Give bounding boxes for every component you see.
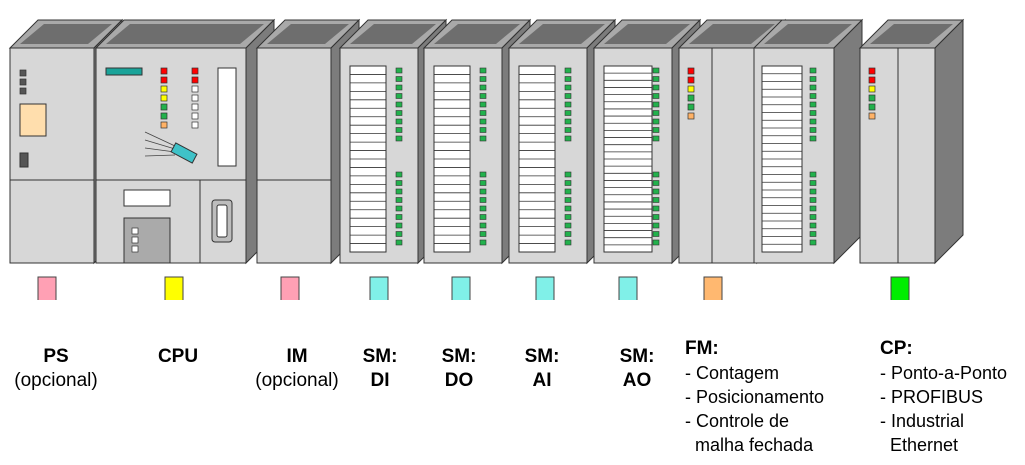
sm-ai-bot-led — [565, 206, 571, 211]
sm-ai-bot-led — [565, 172, 571, 177]
sm-ao-bot-led — [653, 198, 659, 203]
sm-do-bot-led — [480, 181, 486, 186]
sm-do-top-led — [480, 77, 486, 82]
cpu-a-led — [161, 122, 167, 128]
sm-di-top-led — [396, 119, 402, 124]
sm-do-bot-led — [480, 223, 486, 228]
sm-do-bot-led — [480, 232, 486, 237]
fm-b-top-led — [810, 128, 816, 133]
fm-item: - Controle de — [685, 411, 790, 431]
sm-ai-top-led — [565, 102, 571, 107]
label-im: IM (opcional) — [255, 346, 339, 391]
arrow-down-icon — [272, 277, 308, 300]
sm-ai-top-led — [565, 94, 571, 99]
fm-b-top-led — [810, 111, 816, 116]
fm-led — [688, 86, 694, 92]
label-cp — [880, 337, 1007, 457]
sm-di-bot-led — [396, 172, 402, 177]
sm-do-top-led — [480, 128, 486, 133]
sm-do-bot-led — [480, 206, 486, 211]
sm-ai-bot-led — [565, 215, 571, 220]
fm-b-bot-led — [810, 172, 816, 177]
cp-module-side — [935, 20, 963, 263]
ps-led — [20, 79, 26, 85]
cpu-a-led — [161, 77, 167, 83]
sm-ao-bot-led — [653, 181, 659, 186]
sm-ai-bot-led — [565, 181, 571, 186]
sm-di-bot-led — [396, 240, 402, 245]
sm-ai-top-led — [565, 119, 571, 124]
cpu-b-led — [192, 113, 198, 119]
sm-do-top-led — [480, 94, 486, 99]
cpu-a-led — [161, 68, 167, 74]
arrow-down-icon — [695, 277, 731, 300]
sm-ai-top-led — [565, 128, 571, 133]
arrow-down-icon — [610, 277, 646, 300]
label-fm — [685, 337, 824, 457]
sm-di-bot-led — [396, 232, 402, 237]
sm-ai-top-led — [565, 77, 571, 82]
sm-do-bot-led — [480, 215, 486, 220]
sm-ao-top-led — [653, 119, 659, 124]
sm-di-top-led — [396, 128, 402, 133]
cpu-b-led — [192, 104, 198, 110]
sm-di-bot-led — [396, 189, 402, 194]
sm-do-top-led — [480, 68, 486, 73]
cpu-port-area — [124, 218, 170, 263]
label-cpu: CPU — [157, 346, 199, 367]
sm-do-top-led — [480, 85, 486, 90]
fm-led — [688, 68, 694, 74]
fm-b-top-led — [810, 68, 816, 73]
cp-item: - Ponto-a-Ponto — [880, 363, 1008, 383]
fm-b-top-led — [810, 102, 816, 107]
fm-b-bot-led — [810, 198, 816, 203]
sm-ai-top-led — [565, 111, 571, 116]
fm-b-top-led — [810, 85, 816, 90]
sm-ao-top-led — [653, 77, 659, 82]
fm-b-bot-led — [810, 189, 816, 194]
sm-ao-bot-led — [653, 206, 659, 211]
fm-led — [688, 104, 694, 110]
sm-ai-bot-led — [565, 198, 571, 203]
fm-item: malha fechada — [685, 435, 814, 455]
sm-do-bot-led — [480, 240, 486, 245]
fm-title: FM: — [685, 338, 719, 359]
cpu-b-led — [192, 68, 198, 74]
sm-di-top-led — [396, 102, 402, 107]
arrow-down-icon — [527, 277, 563, 300]
fm-b-top-led — [810, 119, 816, 124]
sm-ao-bot-led — [653, 223, 659, 228]
ps-switch — [20, 104, 46, 136]
fm-b-bot-led — [810, 206, 816, 211]
siemens-badge — [106, 68, 142, 75]
sm-do-bot-led — [480, 189, 486, 194]
cpu-b-led — [192, 122, 198, 128]
fm-led — [688, 95, 694, 101]
sm-do-top-led — [480, 102, 486, 107]
fm-b-bot-led — [810, 215, 816, 220]
cp-item: - PROFIBUS — [880, 387, 984, 407]
fm-item: - Contagem — [685, 363, 780, 383]
sm-do-bot-led — [480, 172, 486, 177]
sm-di-bot-led — [396, 206, 402, 211]
label-sm-ai: SM: AI — [524, 346, 560, 391]
cp-title: CP: — [880, 338, 913, 359]
cpu-memory-slot — [124, 190, 170, 206]
fm-b-top-led — [810, 77, 816, 82]
sm-ai-bot-led — [565, 223, 571, 228]
arrow-down-icon — [361, 277, 397, 300]
cp-led — [869, 86, 875, 92]
sm-ao-top-led — [653, 102, 659, 107]
arrow-down-icon — [156, 277, 192, 300]
label-sm-do: SM: DO — [441, 346, 477, 391]
sm-ao-top-led — [653, 68, 659, 73]
ps-plug — [20, 153, 28, 167]
cp-led — [869, 95, 875, 101]
arrow-down-icon — [443, 277, 479, 300]
cpu-port-led — [132, 228, 138, 234]
ps-led — [20, 70, 26, 76]
cpu-b-led — [192, 95, 198, 101]
sm-ao-top-led — [653, 111, 659, 116]
cp-item: - Industrial — [880, 411, 965, 431]
cpu-module-top-slot — [106, 24, 264, 44]
fm-b-bot-led — [810, 240, 816, 245]
cpu-a-led — [161, 113, 167, 119]
sm-di-top-led — [396, 85, 402, 90]
sm-do-bot-led — [480, 198, 486, 203]
sm-do-top-led — [480, 119, 486, 124]
cp-led — [869, 77, 875, 83]
sm-ao-top-led — [653, 94, 659, 99]
label-sm-ao: SM: AO — [619, 346, 655, 391]
sm-ao-bot-led — [653, 172, 659, 177]
fm-item: - Posicionamento — [685, 387, 825, 407]
cpu-b-led — [192, 86, 198, 92]
label-sm-di: SM: DI — [362, 346, 398, 391]
cp-led — [869, 68, 875, 74]
sm-ai-bot-led — [565, 232, 571, 237]
fm-led — [688, 77, 694, 83]
sm-ao-bot-led — [653, 215, 659, 220]
sm-di-top-led — [396, 111, 402, 116]
fm-b-bot-led — [810, 181, 816, 186]
sm-di-bot-led — [396, 223, 402, 228]
sm-do-top-led — [480, 136, 486, 141]
sm-ao-top-led — [653, 128, 659, 133]
cp-led — [869, 104, 875, 110]
sm-do-top-led — [480, 111, 486, 116]
sm-ao-top-led — [653, 85, 659, 90]
cpu-port-led — [132, 246, 138, 252]
cpu-a-led — [161, 86, 167, 92]
sm-ai-top-led — [565, 136, 571, 141]
sm-ao-top-led — [653, 136, 659, 141]
fm-b-top-led — [810, 136, 816, 141]
arrow-down-icon — [29, 277, 65, 300]
sm-di-bot-led — [396, 215, 402, 220]
im-module-face — [257, 48, 331, 263]
sm-di-top-led — [396, 94, 402, 99]
ps-led — [20, 88, 26, 94]
label-ps: PS (opcional) — [14, 346, 98, 391]
sm-ai-bot-led — [565, 240, 571, 245]
sm-ao-bot-led — [653, 189, 659, 194]
sm-di-bot-led — [396, 198, 402, 203]
cp-led — [869, 113, 875, 119]
sm-ao-bot-led — [653, 240, 659, 245]
sm-ai-top-led — [565, 68, 571, 73]
sm-di-top-led — [396, 136, 402, 141]
fm-module-b-side — [834, 20, 862, 263]
cpu-b-led — [192, 77, 198, 83]
fm-led — [688, 113, 694, 119]
fm-b-bot-led — [810, 232, 816, 237]
cpu-card-slot — [218, 68, 236, 166]
sm-ai-top-led — [565, 85, 571, 90]
fm-b-top-led — [810, 94, 816, 99]
sm-di-top-led — [396, 68, 402, 73]
cpu-a-led — [161, 95, 167, 101]
sm-di-top-led — [396, 77, 402, 82]
arrow-down-icon — [882, 277, 918, 300]
fm-b-bot-led — [810, 223, 816, 228]
cp-item: Ethernet — [880, 435, 959, 455]
sm-di-bot-led — [396, 181, 402, 186]
sm-ao-bot-led — [653, 232, 659, 237]
mpi-port-inner — [217, 205, 227, 237]
cpu-port-led — [132, 237, 138, 243]
cpu-a-led — [161, 104, 167, 110]
sm-ai-bot-led — [565, 189, 571, 194]
